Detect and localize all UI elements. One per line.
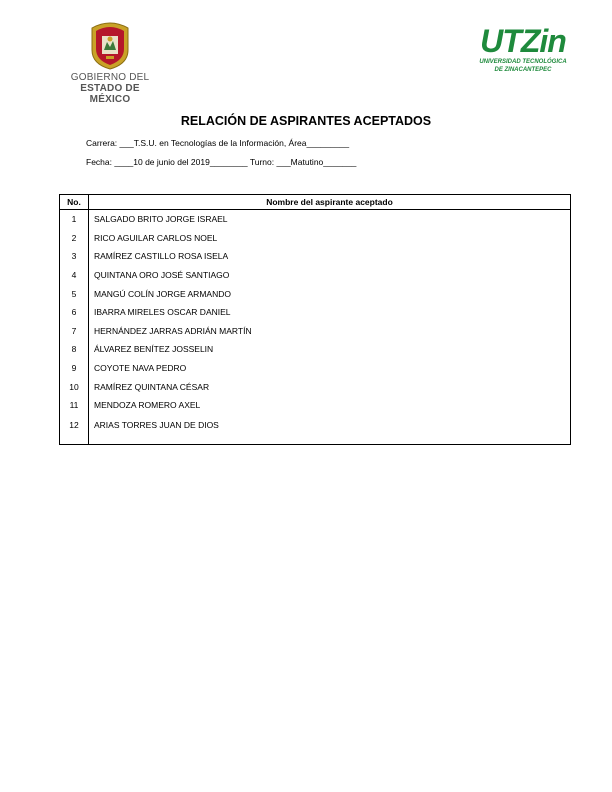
row-name: RAMÍREZ CASTILLO ROSA ISELA bbox=[89, 247, 571, 266]
row-name: RICO AGUILAR CARLOS NOEL bbox=[89, 229, 571, 248]
row-number: 5 bbox=[60, 284, 89, 303]
row-number: 12 bbox=[60, 415, 89, 445]
table-header-row bbox=[60, 195, 571, 210]
utz-logo bbox=[468, 24, 578, 74]
row-number: 2 bbox=[60, 229, 89, 248]
fecha-label: Fecha: bbox=[86, 157, 115, 167]
fecha-turno-line bbox=[86, 157, 356, 167]
table-row bbox=[60, 284, 571, 303]
table-row bbox=[60, 229, 571, 248]
table-row bbox=[60, 210, 571, 229]
utz-wordmark bbox=[475, 24, 571, 58]
row-number: 9 bbox=[60, 359, 89, 378]
row-name: ÁLVAREZ BENÍTEZ JOSSELIN bbox=[89, 340, 571, 359]
turno-label: Turno: bbox=[247, 157, 277, 167]
row-number: 8 bbox=[60, 340, 89, 359]
table-row bbox=[60, 303, 571, 322]
utz-line2: DE ZINACANTEPEC bbox=[494, 67, 552, 73]
row-name: MENDOZA ROMERO AXEL bbox=[89, 396, 571, 415]
aspirantes-table bbox=[59, 194, 571, 445]
carrera-value: ___T.S.U. en Tecnologías de la Información, Área_________ bbox=[119, 138, 350, 148]
table-row bbox=[60, 415, 571, 445]
fecha-value: ____10 de junio del 2019________ bbox=[114, 157, 248, 167]
row-number: 1 bbox=[60, 210, 89, 229]
row-name: SALGADO BRITO JORGE ISRAEL bbox=[89, 210, 571, 229]
turno-value: ___Matutino_______ bbox=[276, 157, 357, 167]
row-name: HERNÁNDEZ JARRAS ADRIÁN MARTÍN bbox=[89, 322, 571, 341]
col-name-header: Nombre del aspirante aceptado bbox=[89, 195, 571, 210]
gobierno-logo bbox=[60, 20, 160, 105]
document-title: RELACIÓN DE ASPIRANTES ACEPTADOS bbox=[180, 114, 432, 128]
table-row bbox=[60, 340, 571, 359]
table-row bbox=[60, 359, 571, 378]
row-name: COYOTE NAVA PEDRO bbox=[89, 359, 571, 378]
table-row bbox=[60, 266, 571, 285]
row-number: 7 bbox=[60, 322, 89, 341]
table-row bbox=[60, 247, 571, 266]
row-name: ARIAS TORRES JUAN DE DIOS bbox=[89, 415, 571, 445]
utz-line1: UNIVERSIDAD TECNOLÓGICA bbox=[479, 59, 567, 65]
row-number: 6 bbox=[60, 303, 89, 322]
carrera-line bbox=[86, 138, 349, 148]
estado-de-mexico-emblem-icon bbox=[88, 20, 132, 70]
carrera-label: Carrera: bbox=[86, 138, 120, 148]
row-number: 4 bbox=[60, 266, 89, 285]
gov-line2: ESTADO DE MÉXICO bbox=[80, 83, 140, 105]
table-row bbox=[60, 377, 571, 396]
row-number: 11 bbox=[60, 396, 89, 415]
utz-wordmark-text: UTZin bbox=[480, 24, 566, 58]
table-row bbox=[60, 322, 571, 341]
row-number: 3 bbox=[60, 247, 89, 266]
col-no-header: No. bbox=[60, 195, 89, 210]
row-number: 10 bbox=[60, 377, 89, 396]
table-row bbox=[60, 396, 571, 415]
row-name: MANGÚ COLÍN JORGE ARMANDO bbox=[89, 284, 571, 303]
gov-line1: GOBIERNO DEL bbox=[70, 72, 150, 83]
row-name: IBARRA MIRELES OSCAR DANIEL bbox=[89, 303, 571, 322]
row-name: QUINTANA ORO JOSÉ SANTIAGO bbox=[89, 266, 571, 285]
row-name: RAMÍREZ QUINTANA CÉSAR bbox=[89, 377, 571, 396]
